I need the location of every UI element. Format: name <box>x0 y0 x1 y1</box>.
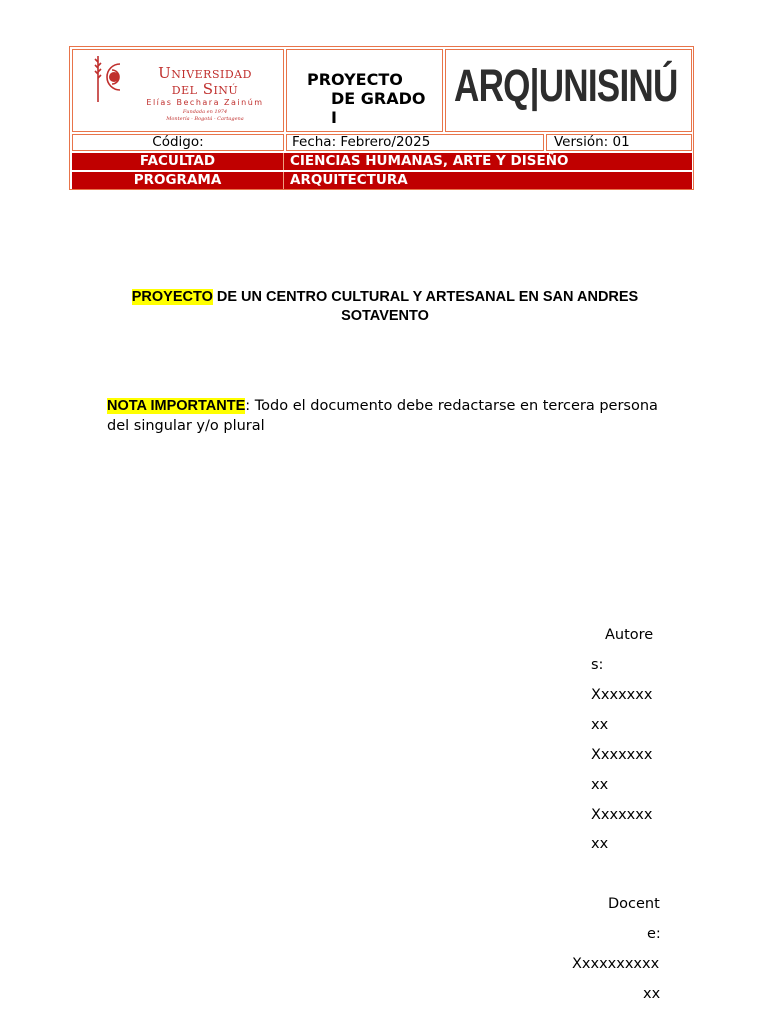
document-title-line1 <box>100 288 670 307</box>
program-value: ARQUITECTURA <box>290 172 408 188</box>
author-name-2a: Xxxxxxx <box>591 747 653 763</box>
faculty-label: FACULTAD <box>72 153 284 170</box>
university-logo-icon <box>92 54 132 104</box>
date-label: Fecha: Febrero/2025 <box>286 134 544 151</box>
title-cell <box>286 49 443 132</box>
note-text-line2: del singular y/o plural <box>107 418 265 434</box>
title-highlight: PROYECTO <box>131 289 213 305</box>
faculty-value: CIENCIAS HUMANAS, ARTE Y DISEÑO <box>290 153 569 169</box>
author-name-1a: Xxxxxxx <box>591 687 653 703</box>
note-text: : Todo el documento debe redactarse en tercera persona <box>245 398 658 414</box>
brand-logotype: ARQ|UNISINÚ <box>454 60 678 111</box>
university-name-line2: del Sinú <box>171 80 239 98</box>
program-row <box>72 172 692 189</box>
teacher-name-line2: xx <box>643 986 661 1002</box>
authors-label-line2: s: <box>591 657 604 673</box>
document-header-table <box>69 46 694 190</box>
version-label: Versión: 01 <box>546 134 692 151</box>
author-name-1b: xx <box>591 717 609 733</box>
author-name-3b: xx <box>591 836 609 852</box>
founded-text: Fundada en 1974 <box>182 109 228 115</box>
university-name <box>135 65 275 97</box>
university-name-line1: Universidad <box>158 64 252 82</box>
teacher-label-line1: Docent <box>608 896 660 912</box>
course-title-line2: DE GRADO <box>331 89 426 108</box>
course-title <box>307 70 426 127</box>
course-title-line1: PROYECTO <box>307 70 403 89</box>
author-name-3a: Xxxxxxx <box>591 807 653 823</box>
cities-text: Montería - Bogotá - Cartagena <box>166 116 244 122</box>
university-founded <box>135 109 275 123</box>
brand-cell <box>445 49 692 132</box>
logo-cell <box>72 49 284 132</box>
code-label: Código: <box>72 134 284 151</box>
important-note <box>107 396 707 436</box>
university-subtitle: Elías Bechara Zainúm <box>146 98 264 107</box>
meta-row <box>72 134 692 151</box>
note-label: NOTA IMPORTANTE <box>107 398 246 414</box>
title-rest: DE UN CENTRO CULTURAL Y ARTESANAL EN SAN ANDRES <box>212 289 639 305</box>
teacher-label-line2: e: <box>647 926 661 942</box>
course-title-line3: I <box>331 108 337 127</box>
program-label: PROGRAMA <box>72 172 284 189</box>
faculty-row <box>72 153 692 170</box>
author-name-2b: xx <box>591 777 609 793</box>
teacher-name-line1: Xxxxxxxxxx <box>572 956 660 972</box>
document-title-line2: SOTAVENTO <box>341 308 429 324</box>
document-title <box>100 288 670 326</box>
authors-label-line1: Autore <box>605 627 654 643</box>
